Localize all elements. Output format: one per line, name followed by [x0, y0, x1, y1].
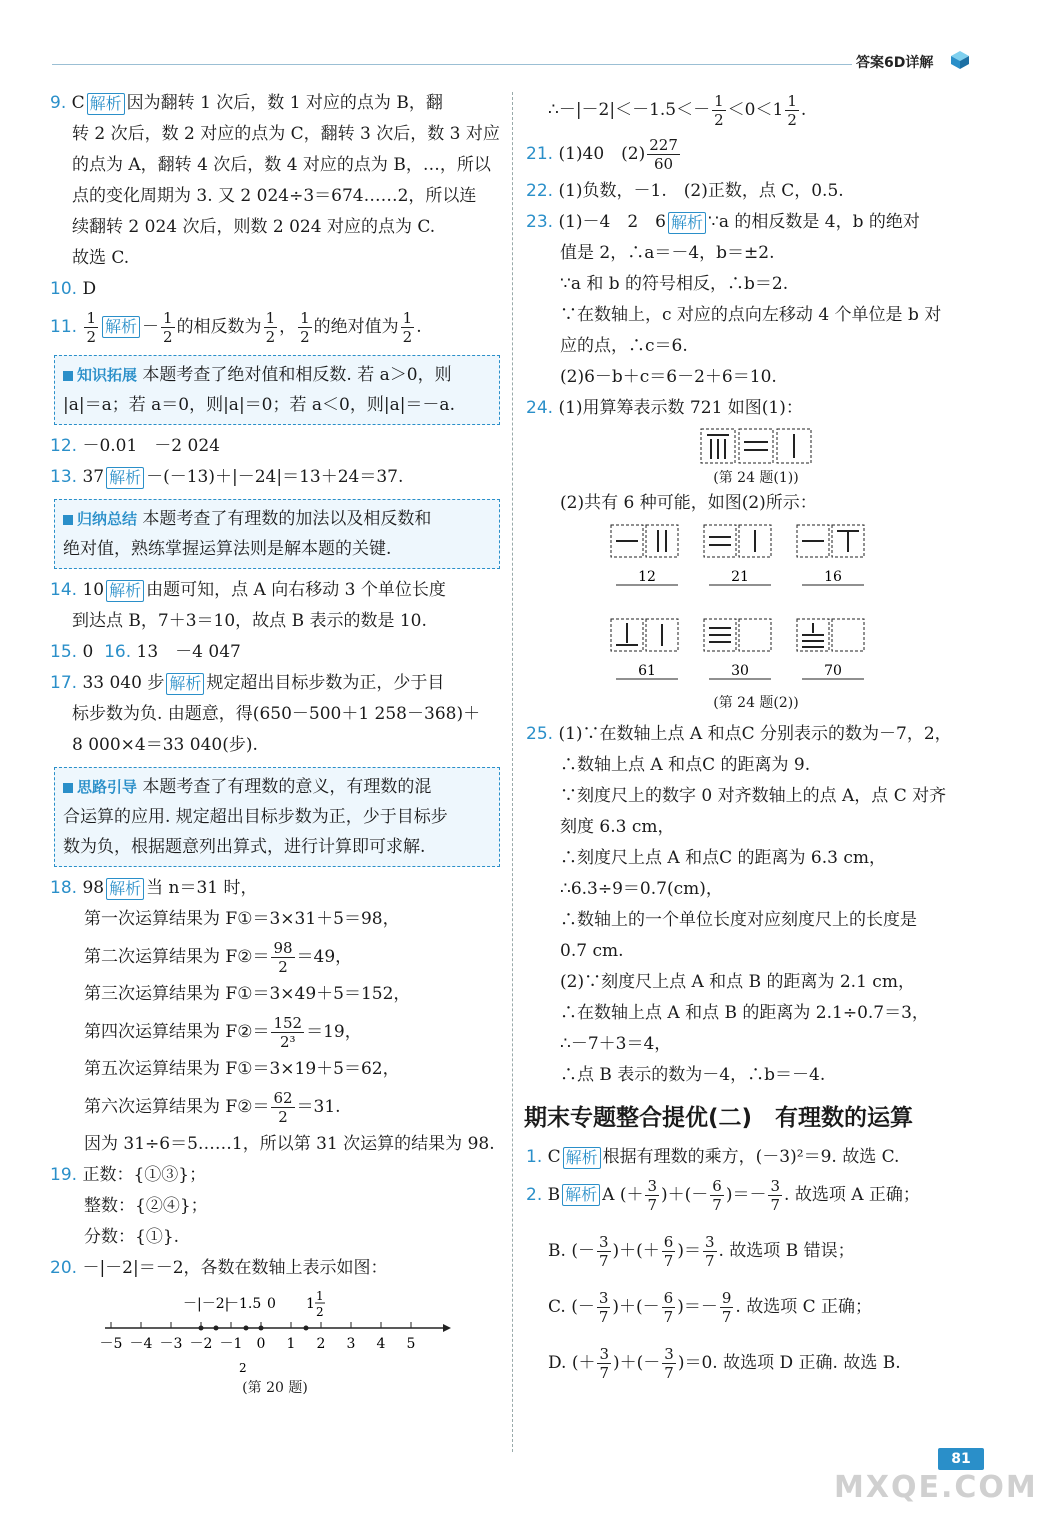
- fig24-2-caption: (第 24 题(2)): [713, 695, 799, 711]
- tick-label: 0: [256, 1336, 266, 1352]
- q17: 17. 33 040 步 解析 规定超出目标步数为正，少于目: [50, 673, 445, 693]
- q14: 14. 10 解析 由题可知，点 A 向右移动 3 个单位长度: [50, 580, 446, 600]
- q12: 12. －0.01 －2 024: [50, 436, 220, 456]
- q10: 10. D: [50, 279, 97, 299]
- q13: 13. 37 解析 －(－13)＋|－24|＝13＋24＝37.: [50, 467, 404, 487]
- q20-conclusion: ∴－|－2|＜－1.5＜－ $\frac{1}{2}$ ＜0＜1 $\frac{1}{2}$ .: [548, 91, 807, 129]
- knowledge-box: 知识拓展 本题考查了绝对值和相反数. 若 a＞0，则 |a|＝a；若 a＝0，则|a|＝0；若 a＜0，则|a|＝－a.: [54, 355, 500, 425]
- tick-label: 4: [376, 1336, 386, 1352]
- tick-label: －5: [99, 1336, 123, 1352]
- option-value-21: 21: [731, 569, 749, 585]
- q22: 22. (1)负数，－1. (2)正数，点 C，0.5.: [526, 181, 844, 201]
- q25: 25. (1)∵在数轴上点 A 和点C 分别表示的数为－7，2，: [526, 724, 952, 744]
- label-neg-abs: －|－2|: [183, 1296, 230, 1312]
- option-value-70: 70: [824, 663, 842, 679]
- q20: 20. －|－2|＝－2，各数在数轴上表示如图：: [50, 1258, 388, 1278]
- q11: 11. $\frac{1}{2}$ 解析 － $\frac{1}{2}$ 的相反数为 $\frac{1}{2}$ ， $\frac{1}{2}$ 的绝对值为 $\frac{1}{2}$ .: [50, 308, 422, 346]
- section-title: 期末专题整合提优(二) 有理数的运算: [524, 1105, 914, 1131]
- header-rule: [52, 64, 852, 65]
- s2-d: D. (＋ $\frac{3}{7}$ )＋(－ $\frac{3}{7}$ )＝0 . 故选项 D 正确. 故选 B.: [548, 1344, 901, 1382]
- tick-label: 3: [346, 1336, 356, 1352]
- point-dot: [244, 1326, 249, 1331]
- q15-q16: 15. 0 16. 13 －4 047: [50, 642, 241, 662]
- number-line-figure: [95, 1286, 455, 1376]
- point-dot: [259, 1326, 264, 1331]
- label-neg-1-5: －1.5: [225, 1296, 262, 1312]
- option-value-16: 16: [824, 569, 842, 585]
- q21: 21. (1)40 (2) $\frac{227}{60}$: [526, 135, 678, 173]
- label-half-den: 2: [316, 1305, 324, 1319]
- label-one-half-whole: 1: [306, 1296, 315, 1312]
- cube-logo-icon: [950, 50, 970, 70]
- tick-label: －3: [159, 1336, 183, 1352]
- tick-label: －1: [219, 1336, 243, 1352]
- rod-figure-options: [606, 521, 906, 691]
- point-dot: [304, 1326, 309, 1331]
- q23: 23. (1)－4 2 6 解析 ∵a 的相反数是 4，b 的绝对: [526, 212, 920, 232]
- left-column: 9. C 解析 因为翻转 1 次后，数 1 对应的点为 B，翻 转 2 次后，数 2 对应的点为 C，翻转 3 次后，数 3 对应 的点为 A，翻转 4 次后，数 4 对应的点为 B，…，所以 点的变化周期为 3. 又 2 024÷3＝674……2，所以连 续翻转 2 024 次后，则数 2 024 对应的点为 C. 故选 C. 10. D 11. $\frac{1}{2}$ 解析 － $\frac{1}{2}$ 的相反数为 $\frac{1}{2}$ ， $\frac{1}{2}$ 的绝对值为 $\frac{1}{2}$ . 知识拓展 本题考查了绝对值和相反数. 若 a＞0，则 |a|＝a；若 a＝0，则|a|＝0；若 a＜0，则|a|＝－a. 12. －0.01 －2 024 13. 37 解析 －(－13)＋|－24|＝13＋24＝37. 归纳总结 本题考查了有理数的加法以及相反数和 绝对值，熟练掌握运算法则是解本题的关键. 14. 10 解析 由题可知，点 A 向右移动 3 个单位长度 到达点 B，7＋3＝10，故点 B 表示的数是 10. 15. 0 16. 13 －4 047 17. 33 040 步 解析 规定超出目标步数为正，少于目 标步数为负. 由题意，得(650－500＋1 258－368)＋ 8 000×4＝33 040(步). 思路引导 本题考查了有理数的意义，有理数的混 合运算的应用. 规定超出目标步数为正，少于目标步 数为负，根据题意列出算式，进行计算即可求解. 18. 98 解析 当 n＝31 时， 第一次运算结果为 F①＝3×31＋5＝98， 第二次运算结果为 F②＝ $\frac{98}{2}$ ＝49， 第三次运算结果为 F①＝3×49＋5＝152， 第四次运算结果为 F②＝ $\frac{152}{\text{2³}}$ ＝19， 第五次运算结果为 F①＝3×19＋5＝62， 第六次运算结果为 F②＝ $\frac{62}{2}$ ＝31. 因为 31÷6＝5……1，所以第 31 次运算的结果为 98. 19. 正数：{①③}； 整数：{②④}； 分数：{①}. 20. －|－2|＝－2，各数在数轴上表示如图： －5 －4 －3 －2 －1 0 1 2 3 4 5 －|－2| －1.5 0 1 1 2 2 (第 20 题): [50, 88, 500, 1398]
- header-label: 答案6D详解: [856, 55, 934, 71]
- fig24-1-caption: (第 24 题(1)): [713, 470, 799, 486]
- s2-a: 2. B 解析 A (＋ $\frac{3}{7}$ )＋(－ $\frac{6}{7}$ )＝－ $\frac{3}{7}$ . 故选项 A 正确；: [526, 1176, 920, 1214]
- right-column: ∴－|－2|＜－1.5＜－ $\frac{1}{2}$ ＜0＜1 $\frac{1}{2}$ . 21. (1)40 (2) $\frac{227}{60}$ 22. (1)负数，－1. (2)正数，点 C，0.5. 23. (1)－4 2 6 解析 ∵a 的相反数是 4，b 的绝对 值是 2，∴a＝－4，b＝±2. ∵a 和 b 的符号相反，∴b＝2. ∵在数轴上，c 对应的点向左移动 4 个单位是 b 对 应的点，∴c＝6. (2)6－b＋c＝6－2＋6＝10. 24. (1)用算筹表示数 721 如图(1)： (第 24 题(1)) (2)共有 6 种可能，如图(2)所示： 12 21 16 61 30 70 (第 24 题(2)) 25. (1)∵在数轴上点 A 和点C 分别表示的数为－7，2， ∴数轴上点 A 和点C 的距离为 9. ∵刻度尺上的数字 0 对齐数轴上的点 A，点 C 对齐 刻度 6.3 cm， ∴刻度尺上点 A 和点C 的距离为 6.3 cm， ∴6.3÷9＝0.7(cm)， ∴数轴上的一个单位长度对应刻度尺上的长度是 0.7 cm. (2)∵刻度尺上点 A 和点 B 的距离为 2.1 cm， ∴在数轴上点 A 和点 B 的距离为 2.1÷0.7＝3， ∴－7＋3＝4， ∴点 B 表示的数为－4，∴b＝－4. 期末专题整合提优(二) 有理数的运算 1. C 解析 根据有理数的乘方，(－3)²＝9. 故选 C. 2. B 解析 A (＋ $\frac{3}{7}$ )＋(－ $\frac{6}{7}$ )＝－ $\frac{3}{7}$ . 故选项 A 正确； B. (－ $\frac{3}{7}$ )＋(＋ $\frac{6}{7}$ )＝ $\frac{3}{7}$ . 故选项 B 错误； C. (－ $\frac{3}{7}$ )＋(－ $\frac{6}{7}$ )＝－ $\frac{9}{7}$ . 故选项 C 正确； D. (＋ $\frac{3}{7}$ )＋(－ $\frac{3}{7}$ )＝0 . 故选项 D 正确. 故选 B.: [526, 88, 986, 1385]
- tick-label: 2: [316, 1336, 326, 1352]
- watermark: MXQE.COM: [834, 1470, 1038, 1505]
- label-half-num: 1: [316, 1289, 324, 1303]
- analysis-tag: 解析: [87, 93, 125, 115]
- fig20-caption: (第 20 题): [242, 1380, 308, 1396]
- tick-label: 5: [406, 1336, 416, 1352]
- option-value-12: 12: [638, 569, 656, 585]
- q18: 18. 98 解析 当 n＝31 时，: [50, 878, 258, 898]
- point-dot: [214, 1326, 219, 1331]
- q19: 19. 正数：{①③}；: [50, 1165, 207, 1185]
- option-value-30: 30: [731, 663, 749, 679]
- point-dot: [199, 1326, 204, 1331]
- tick-label: －2: [189, 1336, 213, 1352]
- option-value-61: 61: [638, 663, 656, 679]
- axis-arrow-icon: [443, 1324, 451, 1332]
- q9: 9. C 解析 因为翻转 1 次后，数 1 对应的点为 B，翻: [50, 93, 443, 113]
- s2-b: B. (－ $\frac{3}{7}$ )＋(＋ $\frac{6}{7}$ )＝ $\frac{3}{7}$ . 故选项 B 错误；: [548, 1232, 855, 1270]
- label-neg-half-den: 2: [239, 1361, 247, 1375]
- tick-label: 1: [286, 1336, 296, 1352]
- summary-box: 归纳总结 本题考查了有理数的加法以及相反数和 绝对值，熟练掌握运算法则是解本题的关键.: [54, 499, 500, 569]
- column-divider: [512, 92, 513, 1452]
- tick-label: －4: [129, 1336, 153, 1352]
- s2-c: C. (－ $\frac{3}{7}$ )＋(－ $\frac{6}{7}$ )＝－ $\frac{9}{7}$ . 故选项 C 正确；: [548, 1288, 873, 1326]
- q24: 24. (1)用算筹表示数 721 如图(1)：: [526, 398, 803, 418]
- label-zero-above: 0: [267, 1296, 276, 1312]
- approach-box: 思路引导 本题考查了有理数的意义，有理数的混 合运算的应用. 规定超出目标步数为正，少于目标步 数为负，根据题意列出算式，进行计算即可求解.: [54, 767, 500, 867]
- page-number: 81: [938, 1448, 984, 1470]
- rod-figure-721: [696, 426, 816, 466]
- s1: 1. C 解析 根据有理数的乘方，(－3)²＝9. 故选 C.: [526, 1147, 900, 1167]
